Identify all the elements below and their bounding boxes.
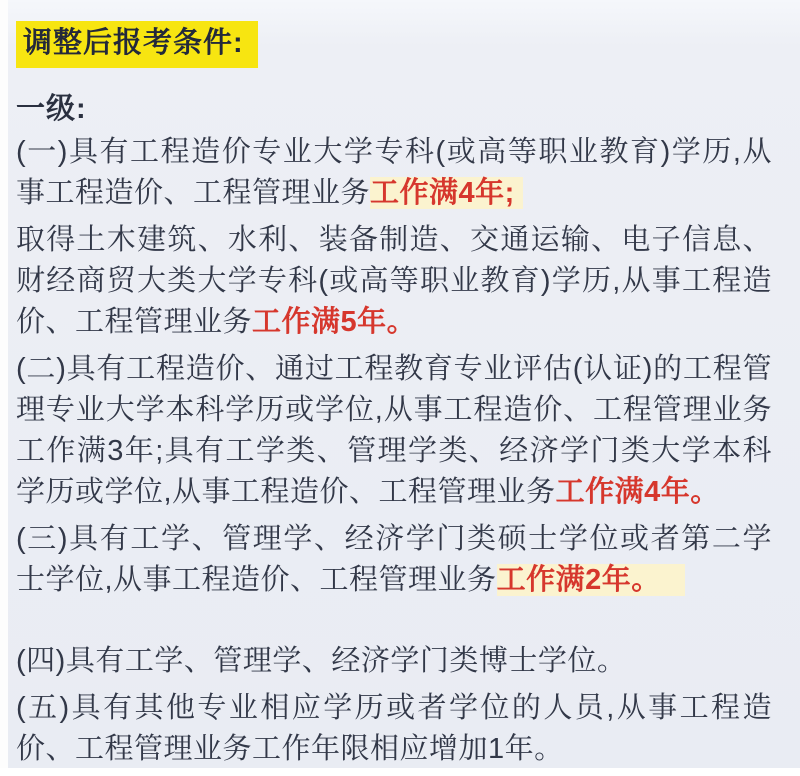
section-heading: 一级: — [16, 93, 87, 125]
paragraph-5-text: (四)具有工学、管理学、经济学门类博士学位。 — [16, 645, 627, 677]
paragraph-4-emphasis: 工作满2年。 — [497, 564, 685, 596]
left-margin-strip — [0, 0, 8, 768]
document-content — [8, 0, 800, 776]
paragraph-4-text: (三)具有工学、管理学、经济学门类硕士学位或者第二学士学位,从事工程造价、工程管理业务 — [16, 523, 772, 596]
paragraph-3-emphasis: 工作满4年。 — [555, 476, 720, 508]
paragraph-3-text: (二)具有工程造价、通过工程教育专业评估(认证)的工程管理专业大学本科学历或学位,从事工程造价、工程管理业务工作满3年;具有工学类、管理学类、经济学门类大学本科学历或学位,从事工程造价、工程管理业务 — [16, 353, 772, 508]
paragraph-1-text: (一)具有工程造价专业大学专科(或高等职业教育)学历,从事工程造价、工程管理业务 — [16, 136, 772, 209]
paragraph-1-emphasis: 工作满4年; — [370, 177, 523, 209]
paragraph-item-1 — [16, 132, 772, 214]
paragraph-item-2 — [16, 220, 772, 343]
paragraph-2-text: 取得土木建筑、水利、装备制造、交通运输、电子信息、财经商贸大类大学专科(或高等职业教育)学历,从事工程造价、工程管理业务 — [16, 224, 772, 338]
page-title: 调整后报考条件: — [16, 21, 258, 68]
paragraph-item-5 — [16, 641, 772, 682]
paragraph-2-emphasis: 工作满5年。 — [252, 306, 417, 338]
paragraph-6-text: (五)具有其他专业相应学历或者学位的人员,从事工程造价、工程管理业务工作年限相应增加1年。 — [16, 692, 772, 765]
paragraph-item-6 — [16, 688, 772, 770]
paragraph-item-4 — [16, 519, 772, 601]
title-row — [16, 21, 772, 68]
paragraph-item-3 — [16, 349, 772, 513]
